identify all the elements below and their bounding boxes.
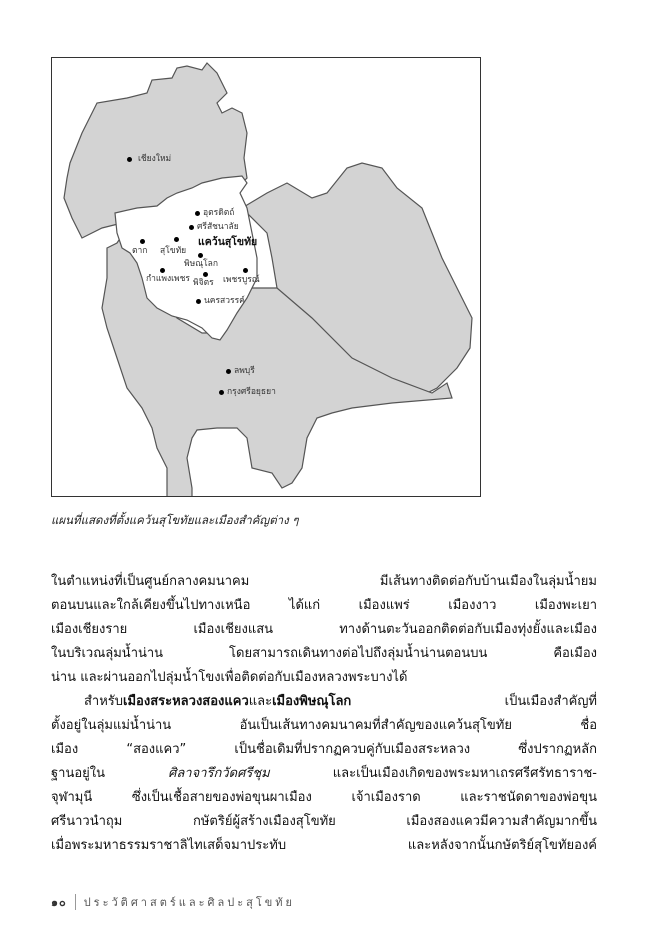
paragraph-1-line-3: เมืองเชียงราย เมืองเชียงแสน ทางด้านตะวันออกติดต่อกับเมืองทุ่งยั้งและเมือง xyxy=(51,622,597,637)
city-label-kamphaeng-phet: กำแพงเพชร xyxy=(146,274,190,284)
city-dot-phetchabun xyxy=(243,268,248,273)
paragraph-2-line-7: เมื่อพระมหาธรรมราชาลิไทเสด็จมาประทับ และหลังจากนั้นกษัตริย์สุโขทัยองค์ xyxy=(51,838,597,853)
footer-divider xyxy=(75,894,76,910)
paragraph-2-line-2: ตั้งอยู่ในลุ่มแม่น้ำน่าน อันเป็นเส้นทางคมนาคมที่สำคัญของแคว้นสุโขทัย ชื่อ xyxy=(51,718,597,733)
city-label-uttaradit: อุตรดิตถ์ xyxy=(203,208,235,218)
city-dot-chiang-mai xyxy=(127,157,132,162)
book-title: ประวัติศาสตร์และศิลปะสุโขทัย xyxy=(83,896,295,909)
text-span: สำหรับ xyxy=(84,694,124,709)
paragraph-2-line-1 xyxy=(51,690,597,714)
paragraph-1-line-2: ตอนบนและใกล้เคียงขึ้นไปทางเหนือ ได้แก่ เมืองแพร่ เมืองงาว เมืองพะเยา xyxy=(51,598,597,613)
city-label-ayutthaya: กรุงศรีอยุธยา xyxy=(227,387,276,397)
paragraph-2-line-4 xyxy=(51,762,597,786)
page-number: ๑๐ xyxy=(51,896,67,909)
paragraph-2-line-5: จุฬามุนี ซึ่งเป็นเชื้อสายของพ่อขุนผาเมือง เจ้าเมืองราด และราชนัดดาของพ่อขุน xyxy=(51,790,597,805)
city-label-chiang-mai: เชียงใหม่ xyxy=(138,154,172,164)
city-dot-ayutthaya xyxy=(219,390,224,395)
city-dot-uttaradit xyxy=(195,211,200,216)
paragraph-2-line-3: เมือง “สองแคว” เป็นชื่อเดิมที่ปรากฏควบคู่กับเมืองสระหลวง ซึ่งปรากฏหลัก xyxy=(51,742,597,757)
italic-inscription-title: ศิลาจารึกวัดศรีชุม xyxy=(168,766,270,781)
paragraph-1-line-1: ในตำแหน่งที่เป็นศูนย์กลางคมนาคม มีเส้นทางติดต่อกับบ้านเมืองในลุ่มน้ำยม xyxy=(51,574,597,589)
city-dot-lopburi xyxy=(226,369,231,374)
city-dot-phichit xyxy=(203,272,208,277)
bold-term-phitsanulok: เมืองพิษณุโลก xyxy=(272,694,352,709)
map-shapes xyxy=(52,58,481,497)
text-span: และเป็นเมืองเกิดของพระมหาเถรศรีศรัทธาราช- xyxy=(269,766,597,781)
city-dot-si-satchanalai xyxy=(189,225,194,230)
city-label-phitsanulok: พิษณุโลก xyxy=(184,259,219,269)
body-text xyxy=(51,570,597,858)
paragraph-2-line-6: ศรีนาวนำถุม กษัตริย์ผู้สร้างเมืองสุโขทัย เมืองสองแควมีความสำคัญมากขึ้น xyxy=(51,814,597,829)
text-span: เป็นเมืองสำคัญที่ xyxy=(351,694,597,709)
text-span: และ xyxy=(248,694,273,709)
city-label-lopburi: ลพบุรี xyxy=(234,366,255,376)
city-dot-nakhon-sawan xyxy=(196,299,201,304)
paragraph-1-line-5: น่าน และผ่านออกไปลุ่มน้ำโขงเพื่อติดต่อกับเมืองหลวงพระบางได้ xyxy=(51,670,408,685)
region-label-sukhothai: แคว้นสุโขทัย xyxy=(198,236,258,248)
city-label-tak: ตาก xyxy=(132,246,148,256)
map-caption: แผนที่แสดงที่ตั้งแคว้นสุโขทัยและเมืองสำคัญต่าง ๆ xyxy=(51,513,299,527)
city-label-si-satchanalai: ศรีสัชนาลัย xyxy=(197,222,239,232)
map-figure xyxy=(51,57,481,497)
page-footer xyxy=(51,893,295,911)
paragraph-1-line-4: ในบริเวณลุ่มน้ำน่าน โดยสามารถเดินทางต่อไปถึงลุ่มน้ำน่านตอนบน คือเมือง xyxy=(51,646,597,661)
city-label-phetchabun: เพชรบูรณ์ xyxy=(223,275,260,285)
city-label-phichit: พิจิตร xyxy=(193,278,214,288)
city-dot-phitsanulok xyxy=(198,253,203,258)
city-dot-kamphaeng-phet xyxy=(160,268,165,273)
city-label-sukhothai: สุโขทัย xyxy=(160,246,187,256)
bold-term-sralaung-songkhwae: เมืองสระหลวงสองแคว xyxy=(123,694,249,709)
city-dot-sukhothai xyxy=(174,237,179,242)
city-dot-tak xyxy=(140,239,145,244)
text-span: ฐานอยู่ใน xyxy=(51,766,169,781)
city-label-nakhon-sawan: นครสวรรค์ xyxy=(204,296,245,306)
